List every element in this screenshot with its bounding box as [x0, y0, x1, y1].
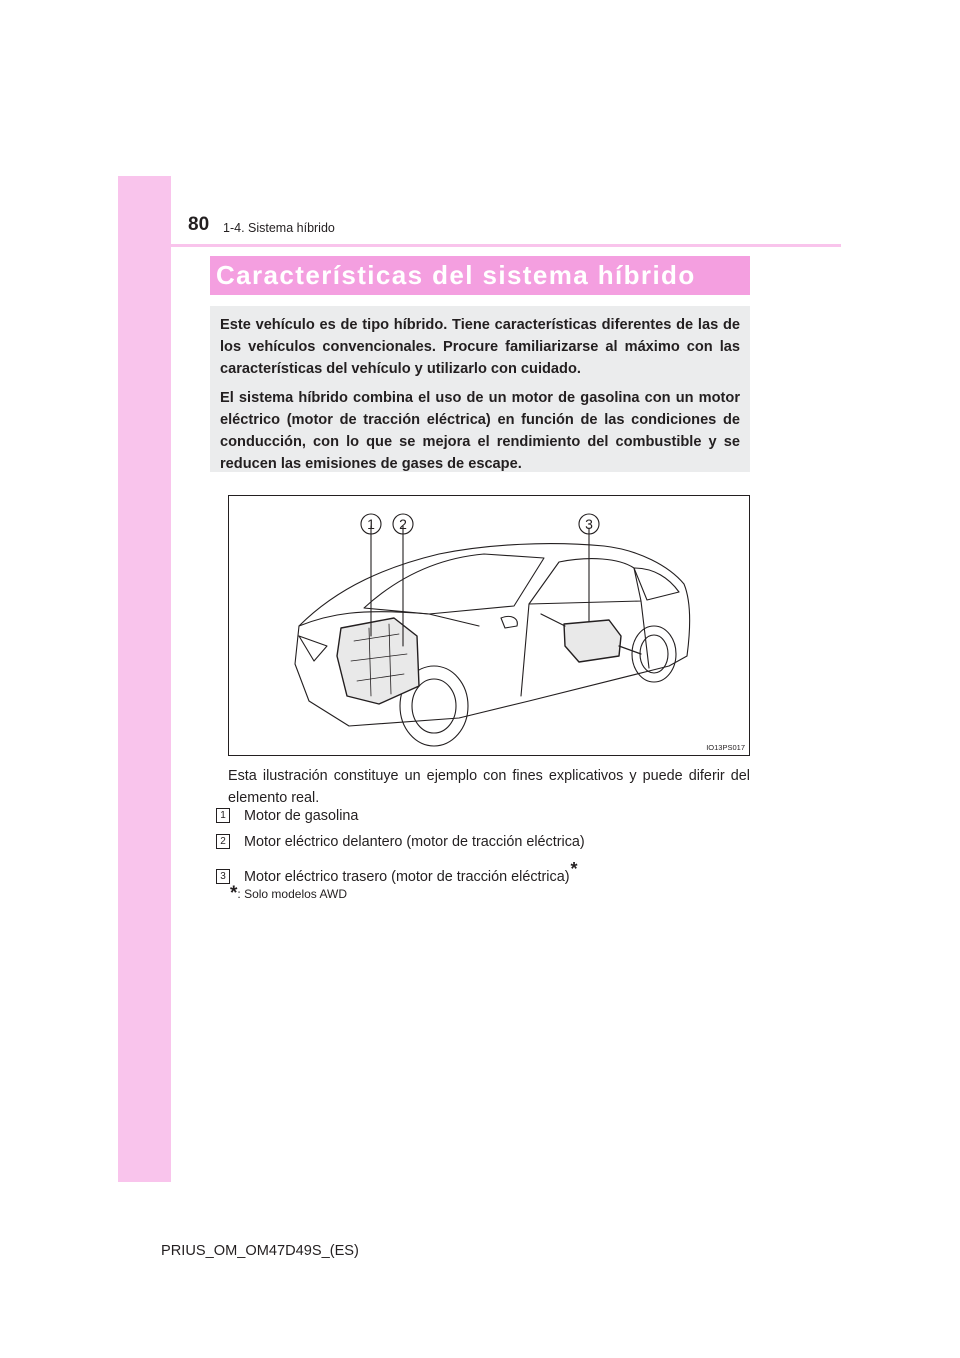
intro-paragraph-2: El sistema híbrido combina el uso de un motor de gasolina con un motor eléctrico (motor de tracción eléctrica) en función de las condiciones de conducción, con lo que se mejora el rendimiento del combustible y se reducen las emisiones de gases de escape.: [220, 389, 740, 473]
car-door-line-rear: [641, 601, 649, 668]
legend-item-2: [216, 834, 585, 850]
rear-motor: [564, 620, 621, 662]
hybrid-system-illustration: [228, 495, 750, 756]
legend-item-3: [216, 859, 578, 885]
legend-text-3: Motor eléctrico trasero (motor de tracción eléctrica): [244, 869, 570, 885]
legend-item-1: [216, 808, 358, 824]
header-rule: [171, 244, 841, 247]
page-number: 80: [188, 214, 210, 235]
car-side-window: [529, 559, 641, 604]
section-label: 1-4. Sistema híbrido: [223, 221, 335, 235]
legend-asterisk: *: [570, 859, 578, 879]
engine-block: [337, 618, 419, 704]
intro-box: [210, 306, 750, 472]
callout-label-1: 1: [367, 516, 375, 532]
figure-code: IO13PS017: [706, 743, 745, 752]
page-title: Características del sistema híbrido: [216, 260, 696, 290]
footnote-text: : Solo modelos AWD: [237, 887, 348, 901]
intro-paragraph-1: Este vehículo es de tipo híbrido. Tiene características diferentes de las de los vehículos convencionales. Procure familiarizarse al máximo con las características del vehículo y utilizarlo con cuidado.: [220, 317, 740, 378]
rear-wheel-rim: [640, 635, 668, 673]
legend-number-2: 2: [216, 834, 230, 849]
title-bar: [210, 256, 750, 295]
callout-label-2: 2: [399, 516, 407, 532]
side-mirror: [501, 616, 517, 628]
headlight: [299, 636, 327, 661]
rear-wheel: [632, 626, 676, 682]
footer-document-code: PRIUS_OM_OM47D49S_(ES): [161, 1243, 359, 1259]
callout-label-3: 3: [585, 516, 593, 532]
legend-text-2: Motor eléctrico delantero (motor de tracción eléctrica): [244, 834, 585, 850]
side-tab-band: [118, 176, 171, 1182]
figure-caption: Esta ilustración constituye un ejemplo con fines explicativos y puede diferir del elemento real.: [228, 768, 750, 806]
car-door-line: [521, 604, 529, 696]
legend-text-1: Motor de gasolina: [244, 808, 359, 824]
front-wheel-rim: [412, 679, 456, 733]
car-windshield: [364, 554, 544, 614]
car-drawing: [229, 496, 749, 755]
footnote: [230, 883, 347, 905]
legend-number-3: 3: [216, 869, 230, 884]
legend-number-1: 1: [216, 808, 230, 823]
footnote-asterisk: *: [230, 883, 238, 904]
